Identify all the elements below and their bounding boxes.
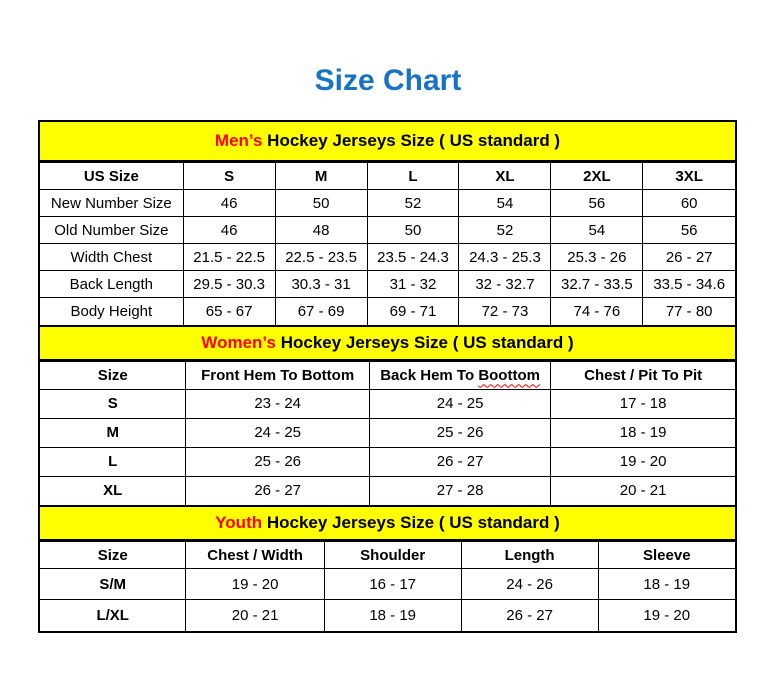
womens-table-row [40,418,735,447]
mens-size-cell: 21.5 - 22.5 [183,244,275,271]
mens-size-cell: 22.5 - 23.5 [275,244,367,271]
mens-row-label: Old Number Size [40,217,183,244]
womens-header-row [40,361,735,389]
mens-size-table [40,162,735,325]
youth-size-cell: 20 - 21 [186,600,324,631]
mens-table-row [40,271,735,298]
mens-size-cell: 24.3 - 25.3 [459,244,551,271]
youth-band-title-rest: Hockey Jerseys Size ( US standard ) [262,513,560,532]
mens-table-row [40,190,735,217]
youth-column-header: Shoulder [324,542,461,569]
mens-size-cell: 26 - 27 [643,244,735,271]
mens-size-cell: 54 [551,217,643,244]
mens-size-cell: 32 - 32.7 [459,271,551,298]
womens-size-cell: 20 - 21 [551,476,735,505]
youth-header-row [40,542,735,569]
mens-header-row [40,163,735,190]
womens-column-header: Chest / Pit To Pit [551,361,735,389]
youth-column-header: Chest / Width [186,542,324,569]
mens-size-cell: 52 [367,190,459,217]
size-chart-tables [38,120,737,633]
youth-size-table [40,541,735,631]
womens-band-title-rest: Hockey Jerseys Size ( US standard ) [275,332,574,352]
womens-column-header: Size [40,361,186,389]
mens-size-cell: 56 [643,217,735,244]
mens-section-band [40,122,735,162]
mens-column-header: US Size [40,163,183,190]
mens-size-cell: 31 - 32 [367,271,459,298]
womens-size-cell: 23 - 24 [186,389,369,418]
womens-row-label: M [40,418,186,447]
mens-size-cell: 54 [459,190,551,217]
womens-size-table [40,361,735,506]
mens-size-cell: 72 - 73 [459,298,551,325]
youth-row-label: L/XL [40,600,186,631]
header-text: Back Hem To [380,366,479,384]
womens-size-cell: 25 - 26 [369,418,550,447]
mens-size-cell: 67 - 69 [275,298,367,325]
youth-section-band [40,505,735,541]
youth-size-cell: 24 - 26 [461,569,598,600]
youth-column-header: Sleeve [598,542,735,569]
mens-size-cell: 48 [275,217,367,244]
mens-size-cell: 23.5 - 24.3 [367,244,459,271]
mens-size-cell: 46 [183,217,275,244]
womens-size-cell: 26 - 27 [186,476,369,505]
mens-size-cell: 56 [551,190,643,217]
womens-band-title-red: Women’s [201,332,276,352]
mens-size-cell: 33.5 - 34.6 [643,271,735,298]
youth-row-label: S/M [40,569,186,600]
mens-column-header: M [275,163,367,190]
mens-size-cell: 30.3 - 31 [275,271,367,298]
mens-table-row [40,217,735,244]
youth-size-cell: 18 - 19 [324,600,461,631]
youth-band-title-red: Youth [215,513,263,532]
womens-table-row [40,447,735,476]
mens-size-cell: 74 - 76 [551,298,643,325]
mens-column-header: XL [459,163,551,190]
youth-table-row [40,600,735,631]
mens-size-cell: 50 [367,217,459,244]
youth-size-cell: 26 - 27 [461,600,598,631]
youth-size-cell: 19 - 20 [598,600,735,631]
mens-column-header: S [183,163,275,190]
womens-table-row [40,476,735,505]
misspelled-word: Boottom [478,366,540,384]
mens-table-row [40,298,735,325]
mens-row-label: Width Chest [40,244,183,271]
womens-section-band [40,325,735,361]
mens-row-label: New Number Size [40,190,183,217]
mens-table-row [40,244,735,271]
mens-size-cell: 77 - 80 [643,298,735,325]
youth-table-row [40,569,735,600]
womens-table-row [40,389,735,418]
womens-row-label: S [40,389,186,418]
womens-size-cell: 25 - 26 [186,447,369,476]
mens-size-cell: 52 [459,217,551,244]
mens-size-cell: 65 - 67 [183,298,275,325]
womens-size-cell: 24 - 25 [186,418,369,447]
womens-column-header: Front Hem To Bottom [186,361,369,389]
mens-row-label: Body Height [40,298,183,325]
womens-size-cell: 24 - 25 [369,389,550,418]
womens-size-cell: 18 - 19 [551,418,735,447]
womens-row-label: XL [40,476,186,505]
youth-column-header: Size [40,542,186,569]
mens-size-cell: 46 [183,190,275,217]
page-title: Size Chart [314,64,462,97]
mens-size-cell: 29.5 - 30.3 [183,271,275,298]
mens-size-cell: 25.3 - 26 [551,244,643,271]
womens-size-cell: 19 - 20 [551,447,735,476]
youth-size-cell: 19 - 20 [186,569,324,600]
mens-column-header: 2XL [551,163,643,190]
mens-column-header: L [367,163,459,190]
womens-column-header [369,361,550,389]
mens-size-cell: 69 - 71 [367,298,459,325]
mens-band-title-rest: Hockey Jerseys Size ( US standard ) [262,131,561,150]
mens-column-header: 3XL [643,163,735,190]
womens-size-cell: 17 - 18 [551,389,735,418]
womens-row-label: L [40,447,186,476]
mens-size-cell: 32.7 - 33.5 [551,271,643,298]
youth-size-cell: 16 - 17 [324,569,461,600]
mens-row-label: Back Length [40,271,183,298]
womens-size-cell: 26 - 27 [369,447,550,476]
youth-column-header: Length [461,542,598,569]
mens-size-cell: 60 [643,190,735,217]
mens-band-title-red: Men’s [214,131,263,150]
mens-size-cell: 50 [275,190,367,217]
youth-size-cell: 18 - 19 [598,569,735,600]
womens-size-cell: 27 - 28 [369,476,550,505]
